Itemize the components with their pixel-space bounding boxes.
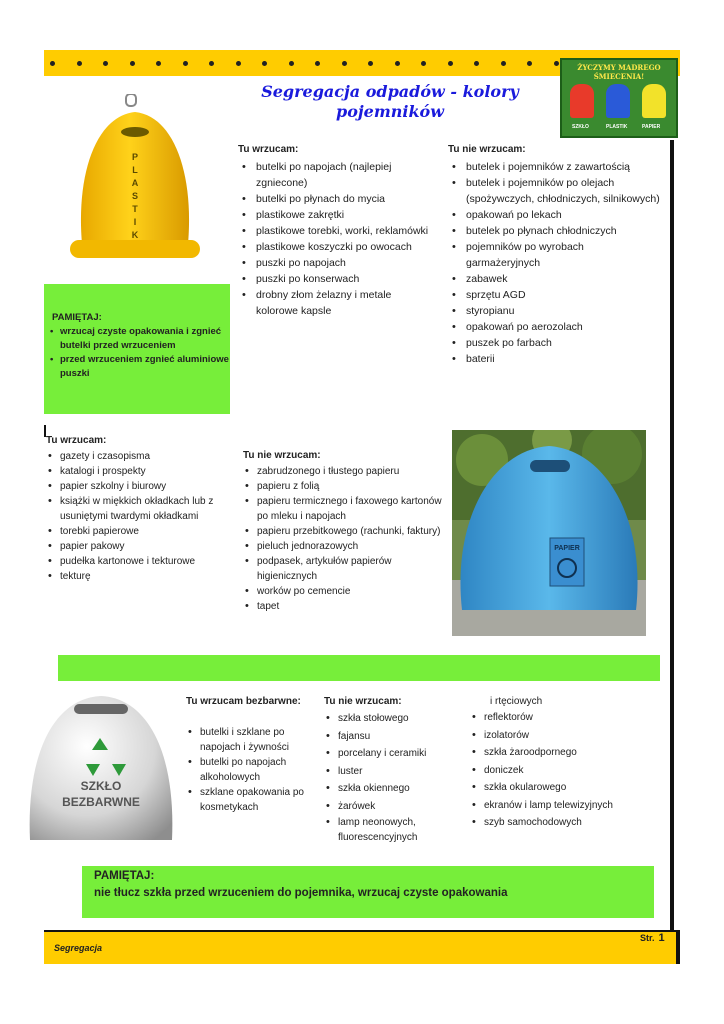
logo-label-3: PAPIER <box>642 124 661 130</box>
list-item: • pojemników po wyrobach garmażeryjnych <box>448 239 660 271</box>
list-item: • butelki po płynach do mycia <box>238 191 433 207</box>
list-item: • opakowań po lekach <box>448 207 660 223</box>
list-item: • ekranów i lamp telewizyjnych <box>470 797 660 815</box>
glass-yes-list <box>186 694 316 815</box>
logo-red-bin-icon <box>570 84 594 118</box>
list-item: • butelki i szklane po napojach i żywności <box>186 725 316 755</box>
white-glass-bin-image <box>26 690 176 856</box>
list-item: • doniczek <box>470 762 660 780</box>
list-item: • puszek po farbach <box>448 335 660 351</box>
logo-label-2: PLASTIK <box>606 124 628 130</box>
footer-bar <box>44 930 680 964</box>
list-item: • szkła okiennego <box>324 780 464 798</box>
list-item: • puszki po napojach <box>238 255 433 271</box>
plastic-reminder-title: PAMIĘTAJ: <box>52 312 102 323</box>
list-item: • porcelany i ceramiki <box>324 745 464 763</box>
title-line-1: Segregacja odpadów - kolory <box>261 82 519 101</box>
blue-paper-bin-photo <box>452 430 646 636</box>
glass-reminder <box>94 868 654 902</box>
list-item: • zabawek <box>448 271 660 287</box>
paper-no-title: Tu nie wrzucam: <box>243 450 321 461</box>
list-item: • baterii <box>448 351 660 367</box>
svg-text:A: A <box>131 178 139 188</box>
list-item: • torebki papierowe <box>46 524 236 539</box>
glass-reminder-text: nie tłucz szkła przed wrzuceniem do pojemnika, wrzucaj czyste opakowania <box>94 887 508 899</box>
plastic-reminder <box>52 311 232 381</box>
list-item: • papieru termicznego i faxowego kartonów po mleku i napojach <box>243 494 443 524</box>
list-item: • szyb samochodowych <box>470 814 660 832</box>
glass-no-list <box>324 694 464 845</box>
svg-text:K: K <box>131 230 139 240</box>
list-item: • plastikowe zakrętki <box>238 207 433 223</box>
list-item: • pudełka kartonowe i tekturowe <box>46 554 236 569</box>
svg-text:P: P <box>131 152 139 162</box>
plastic-reminder-item: • wrzucaj czyste opakowania i zgnieć butelki przed wrzuceniem <box>52 325 232 353</box>
list-item: • szkła okularowego <box>470 779 660 797</box>
list-item: • lamp neonowych, fluorescencyjnych <box>324 815 464 845</box>
glass-no-title: Tu nie wrzucam: <box>324 696 402 707</box>
list-item: • tapet <box>243 599 443 614</box>
list-item: • opakowań po aerozolach <box>448 319 660 335</box>
glass-bin-label-2: BEZBARWNE <box>62 795 140 809</box>
list-item: • żarówek <box>324 798 464 816</box>
list-item: • papier pakowy <box>46 539 236 554</box>
logo-label-1: SZKŁO <box>572 124 589 130</box>
right-frame-line <box>670 140 674 952</box>
svg-text:I: I <box>133 217 137 227</box>
list-item: • luster <box>324 763 464 781</box>
page-prefix: Str. <box>640 933 655 943</box>
paper-yes-title: Tu wrzucam: <box>46 435 107 446</box>
logo-text: ŻYCZYMY MADREGO ŚMIECENIA! <box>577 63 661 81</box>
list-item: • plastikowe torebki, worki, reklamówki <box>238 223 433 239</box>
list-item: • puszki po konserwach <box>238 271 433 287</box>
list-item: • styropianu <box>448 303 660 319</box>
list-item: • sprzętu AGD <box>448 287 660 303</box>
list-item: • szkła żaroodpornego <box>470 744 660 762</box>
section-divider-bar <box>58 655 660 681</box>
list-item: • fajansu <box>324 728 464 746</box>
glass-no-list-continued <box>470 694 660 832</box>
logo-yellow-bin-icon <box>642 84 666 118</box>
list-item: • drobny złom żelazny i metale kolorowe kapsle <box>238 287 433 319</box>
page-number-value: 1 <box>658 932 665 944</box>
list-item: • butelek i pojemników z zawartością <box>448 159 660 175</box>
glass-bin-label-1: SZKŁO <box>80 779 122 793</box>
glass-yes-title: Tu wrzucam bezbarwne: <box>186 696 301 707</box>
list-item: • worków po cemencie <box>243 584 443 599</box>
list-item: • książki w miękkich okładkach lub z usuniętymi twardymi okładkami <box>46 494 236 524</box>
list-item: • tekturę <box>46 569 236 584</box>
paper-yes-list <box>46 433 236 584</box>
plastic-yes-title: Tu wrzucam: <box>238 144 299 155</box>
list-item: • papier szkolny i biurowy <box>46 479 236 494</box>
list-item: • plastikowe koszyczki po owocach <box>238 239 433 255</box>
list-item: • podpasek, artykułów papierów higienicznych <box>243 554 443 584</box>
footer-section-label: Segregacja <box>54 943 103 953</box>
title-line-2: pojemników <box>336 102 444 121</box>
plastic-no-list <box>448 142 660 367</box>
paper-bin-label: PAPIER <box>554 545 580 552</box>
list-item: • papieru przebitkowego (rachunki, faktury) <box>243 524 443 539</box>
logo-blue-bin-icon <box>606 84 630 118</box>
plastic-no-title: Tu nie wrzucam: <box>448 144 526 155</box>
page-title <box>224 82 556 122</box>
list-item: • reflektorów <box>470 709 660 727</box>
svg-text:T: T <box>132 204 138 214</box>
list-item: • papieru z folią <box>243 479 443 494</box>
list-item: • butelek i pojemników po olejach (spożywczych, chłodniczych, silnikowych) <box>448 175 660 207</box>
list-item: • pieluch jednorazowych <box>243 539 443 554</box>
top-dots <box>44 54 644 72</box>
list-item: • szklane opakowania po kosmetykach <box>186 785 316 815</box>
yellow-plastic-bin-image <box>62 94 208 270</box>
glass-reminder-title: PAMIĘTAJ: <box>94 870 155 882</box>
logo <box>560 58 678 138</box>
glass-no-intro: i rtęciowych <box>490 696 543 707</box>
svg-text:S: S <box>131 191 139 201</box>
list-item: • butelek po płynach chłodniczych <box>448 223 660 239</box>
list-item: • katalogi i prospekty <box>46 464 236 479</box>
list-item: • zabrudzonego i tłustego papieru <box>243 464 443 479</box>
plastic-reminder-item: • przed wrzuceniem zgnieć aluminiowe puszki <box>52 353 232 381</box>
list-item: • butelki po napojach alkoholowych <box>186 755 316 785</box>
plastic-yes-list <box>238 142 433 319</box>
page-number <box>640 932 665 944</box>
list-item: • szkła stołowego <box>324 710 464 728</box>
svg-text:L: L <box>132 165 138 175</box>
list-item: • izolatorów <box>470 727 660 745</box>
list-item: • butelki po napojach (najlepiej zgniecone) <box>238 159 433 191</box>
list-item: • gazety i czasopisma <box>46 449 236 464</box>
paper-no-list <box>243 448 443 614</box>
